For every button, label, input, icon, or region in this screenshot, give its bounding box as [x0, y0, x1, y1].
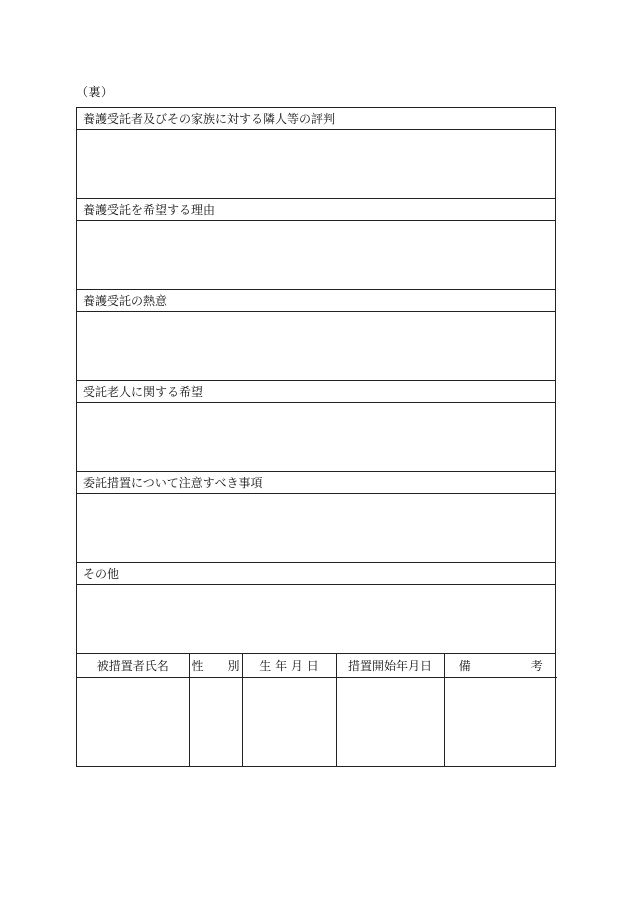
- cell-start-date[interactable]: [336, 677, 444, 766]
- column-header-remarks: 備 考: [444, 654, 557, 677]
- table-header-row: [77, 654, 557, 677]
- cell-name[interactable]: [77, 677, 189, 766]
- section-title: 受託老人に関する希望: [77, 381, 555, 403]
- section-reason: [77, 199, 555, 290]
- column-header-start-date: 措置開始年月日: [336, 654, 444, 677]
- section-field-reason[interactable]: [77, 221, 555, 289]
- section-wishes: [77, 381, 555, 472]
- cell-remarks[interactable]: [444, 677, 557, 766]
- column-header-name: 被措置者氏名: [77, 654, 189, 677]
- section-title: 養護受託の熱意: [77, 290, 555, 312]
- page-label: （裏）: [76, 85, 114, 99]
- form: [76, 107, 556, 767]
- section-notes: [77, 472, 555, 563]
- section-field-notes[interactable]: [77, 494, 555, 562]
- section-title: その他: [77, 563, 555, 585]
- section-field-neighbor-reputation[interactable]: [77, 130, 555, 198]
- section-title: 養護受託者及びその家族に対する隣人等の評判: [77, 108, 555, 130]
- section-field-wishes[interactable]: [77, 403, 555, 471]
- section-neighbor-reputation: [77, 108, 555, 199]
- section-field-enthusiasm[interactable]: [77, 312, 555, 380]
- placement-table: [77, 654, 557, 766]
- section-enthusiasm: [77, 290, 555, 381]
- column-header-birthdate: 生 年 月 日: [242, 654, 336, 677]
- section-field-other[interactable]: [77, 585, 555, 653]
- section-other: [77, 563, 555, 654]
- cell-sex[interactable]: [189, 677, 242, 766]
- table-row: [77, 677, 557, 766]
- cell-birthdate[interactable]: [242, 677, 336, 766]
- column-header-sex: 性 別: [189, 654, 242, 677]
- section-title: 委託措置について注意すべき事項: [77, 472, 555, 494]
- section-title: 養護受託を希望する理由: [77, 199, 555, 221]
